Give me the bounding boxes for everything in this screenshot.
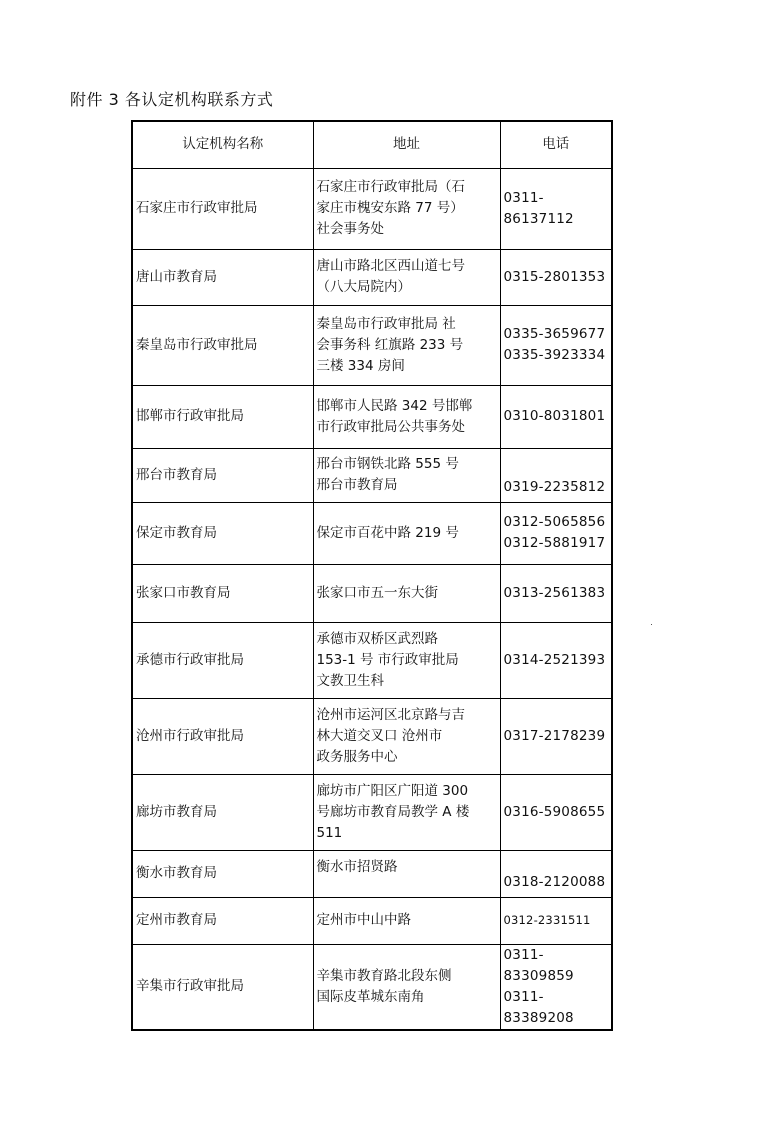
agency-address: 邢台市钢铁北路 555 号 邢台市教育局: [313, 448, 500, 502]
agency-name: 邢台市教育局: [132, 448, 313, 502]
agency-address: 石家庄市行政审批局（石 家庄市槐安东路 77 号） 社会事务处: [313, 168, 500, 249]
table-row: [132, 305, 612, 385]
agency-address: 定州市中山中路: [313, 897, 500, 944]
agency-name: 廊坊市教育局: [132, 774, 313, 850]
agency-name: 承德市行政审批局: [132, 622, 313, 698]
agency-phone: 0311-86137112: [500, 168, 612, 249]
stray-dot-mark: [651, 624, 652, 625]
agency-phone: 0335-3659677 0335-3923334: [500, 305, 612, 385]
agency-address: 承德市双桥区武烈路 153-1 号 市行政审批局 文教卫生科: [313, 622, 500, 698]
agency-name: 邯郸市行政审批局: [132, 385, 313, 448]
agency-name: 唐山市教育局: [132, 249, 313, 305]
agency-address: 廊坊市广阳区广阳道 300 号廊坊市教育局教学 A 楼 511: [313, 774, 500, 850]
agency-address: 唐山市路北区西山道七号 （八大局院内）: [313, 249, 500, 305]
header-phone: 电话: [500, 121, 612, 168]
table-row: [132, 944, 612, 1030]
agency-address: 邯郸市人民路 342 号邯郸 市行政审批局公共事务处: [313, 385, 500, 448]
agency-name: 石家庄市行政审批局: [132, 168, 313, 249]
table-row: [132, 448, 612, 502]
header-agency-name: 认定机构名称: [132, 121, 313, 168]
agency-phone: 0313-2561383: [500, 564, 612, 622]
agency-address: 沧州市运河区北京路与吉 林大道交叉口 沧州市 政务服务中心: [313, 698, 500, 774]
agency-phone: 0311-83309859 0311-83389208: [500, 944, 612, 1030]
table-header-row: [132, 121, 612, 168]
agency-phone: 0310-8031801: [500, 385, 612, 448]
table-row: [132, 168, 612, 249]
table-row: [132, 502, 612, 564]
agency-phone: 0317-2178239: [500, 698, 612, 774]
agency-phone: 0314-2521393: [500, 622, 612, 698]
agency-name: 保定市教育局: [132, 502, 313, 564]
agency-address: 辛集市教育路北段东侧 国际皮革城东南角: [313, 944, 500, 1030]
table-row: [132, 564, 612, 622]
contacts-table: [131, 120, 613, 1031]
agency-phone: 0312-5065856 0312-5881917: [500, 502, 612, 564]
table-row: [132, 774, 612, 850]
agency-name: 沧州市行政审批局: [132, 698, 313, 774]
agency-address: 张家口市五一东大街: [313, 564, 500, 622]
agency-address: 保定市百花中路 219 号: [313, 502, 500, 564]
agency-name: 秦皇岛市行政审批局: [132, 305, 313, 385]
header-address: 地址: [313, 121, 500, 168]
agency-address: 衡水市招贤路: [313, 850, 500, 897]
table-row: [132, 850, 612, 897]
table-row: [132, 622, 612, 698]
agency-phone: 0312-2331511: [500, 897, 612, 944]
agency-name: 张家口市教育局: [132, 564, 313, 622]
agency-name: 衡水市教育局: [132, 850, 313, 897]
agency-phone: 0316-5908655: [500, 774, 612, 850]
agency-phone: 0315-2801353: [500, 249, 612, 305]
agency-phone: 0319-2235812: [500, 448, 612, 502]
document-title: 附件 3 各认定机构联系方式: [70, 90, 274, 109]
agency-name: 辛集市行政审批局: [132, 944, 313, 1030]
agency-address: 秦皇岛市行政审批局 社 会事务科 红旗路 233 号 三楼 334 房间: [313, 305, 500, 385]
table-row: [132, 385, 612, 448]
agency-phone: 0318-2120088: [500, 850, 612, 897]
table-row: [132, 698, 612, 774]
table-row: [132, 249, 612, 305]
table-row: [132, 897, 612, 944]
agency-name: 定州市教育局: [132, 897, 313, 944]
